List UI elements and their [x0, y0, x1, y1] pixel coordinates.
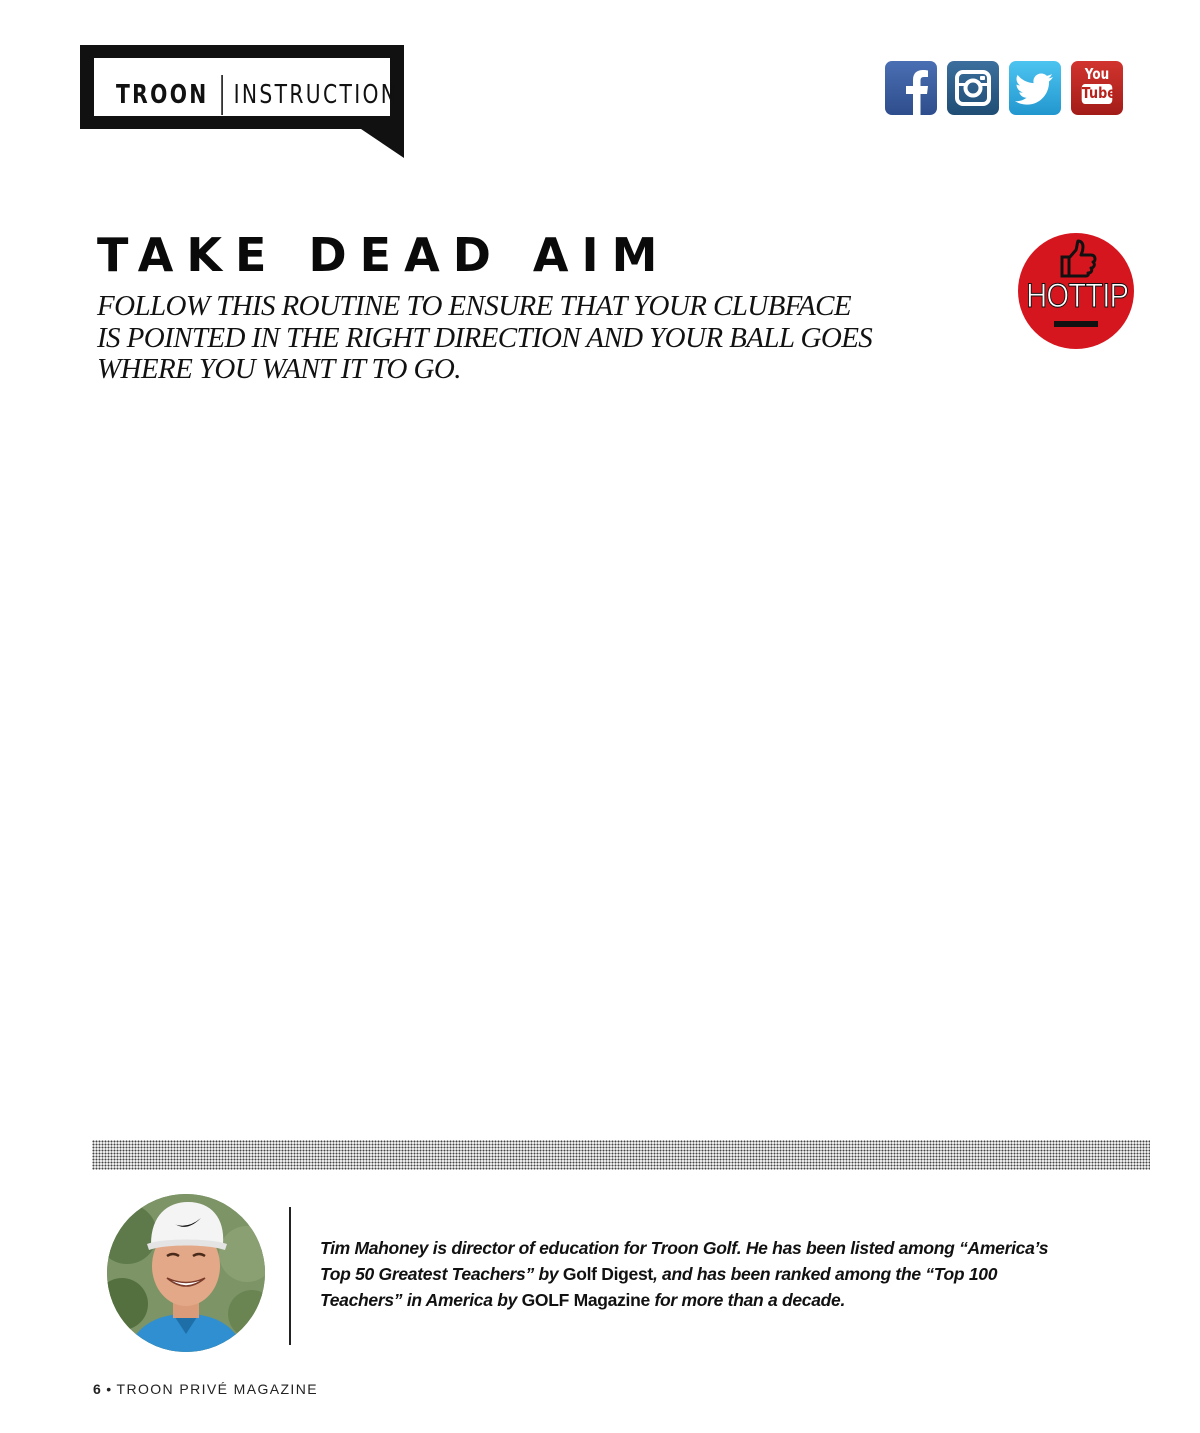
instagram-icon[interactable] — [947, 61, 999, 115]
author-avatar — [107, 1194, 265, 1352]
hot-tip-badge — [1018, 233, 1134, 349]
hot-tip-label — [1026, 277, 1129, 316]
article-subtitle: FOLLOW THIS ROUTINE TO ENSURE THAT YOUR CLUBFACE IS POINTED IN THE RIGHT DIRECTION AND YOUR BALL GOES WHERE YOU WANT IT TO GO. — [97, 290, 873, 385]
troon-instruction-logo — [80, 45, 404, 158]
social-links — [885, 61, 1123, 115]
bio-publication-2: GOLF Magazine — [521, 1290, 650, 1310]
logo-brand: TROON — [116, 80, 209, 110]
logo-divider — [221, 75, 223, 115]
twitter-icon[interactable] — [1009, 61, 1061, 115]
author-bio — [320, 1235, 1050, 1313]
dotted-divider — [92, 1140, 1150, 1170]
bio-text-part2: , and has been ranked among the “Top 100 Teachers” in America by — [320, 1264, 998, 1310]
logo-wordmark — [116, 73, 398, 117]
bio-text-part1: Tim Mahoney is director of education for Troon Golf. He has been listed among “America’s Top 50 Greatest Teachers” by — [320, 1238, 1049, 1284]
youtube-you-text: You — [1084, 65, 1110, 83]
hot-tip-underline — [1054, 321, 1098, 327]
youtube-icon[interactable] — [1071, 61, 1123, 115]
thumbs-up-icon — [1058, 238, 1098, 280]
bio-text-part3: for more than a decade. — [649, 1290, 846, 1310]
bio-divider — [289, 1207, 291, 1345]
page-footer — [93, 1381, 318, 1397]
article-title: TAKE DEAD AIM — [97, 228, 671, 282]
tip-word: TIP — [1085, 277, 1129, 315]
youtube-tube-text: Tube — [1081, 84, 1116, 102]
publication-name: TROON PRIVÉ MAGAZINE — [116, 1381, 318, 1397]
hot-word: HOT — [1026, 277, 1086, 315]
page-number: 6 — [93, 1381, 103, 1397]
footer-bullet: • — [106, 1381, 113, 1397]
bio-publication-1: Golf Digest — [562, 1264, 653, 1284]
facebook-icon[interactable] — [885, 61, 937, 115]
logo-section: INSTRUCTION — [233, 80, 399, 110]
